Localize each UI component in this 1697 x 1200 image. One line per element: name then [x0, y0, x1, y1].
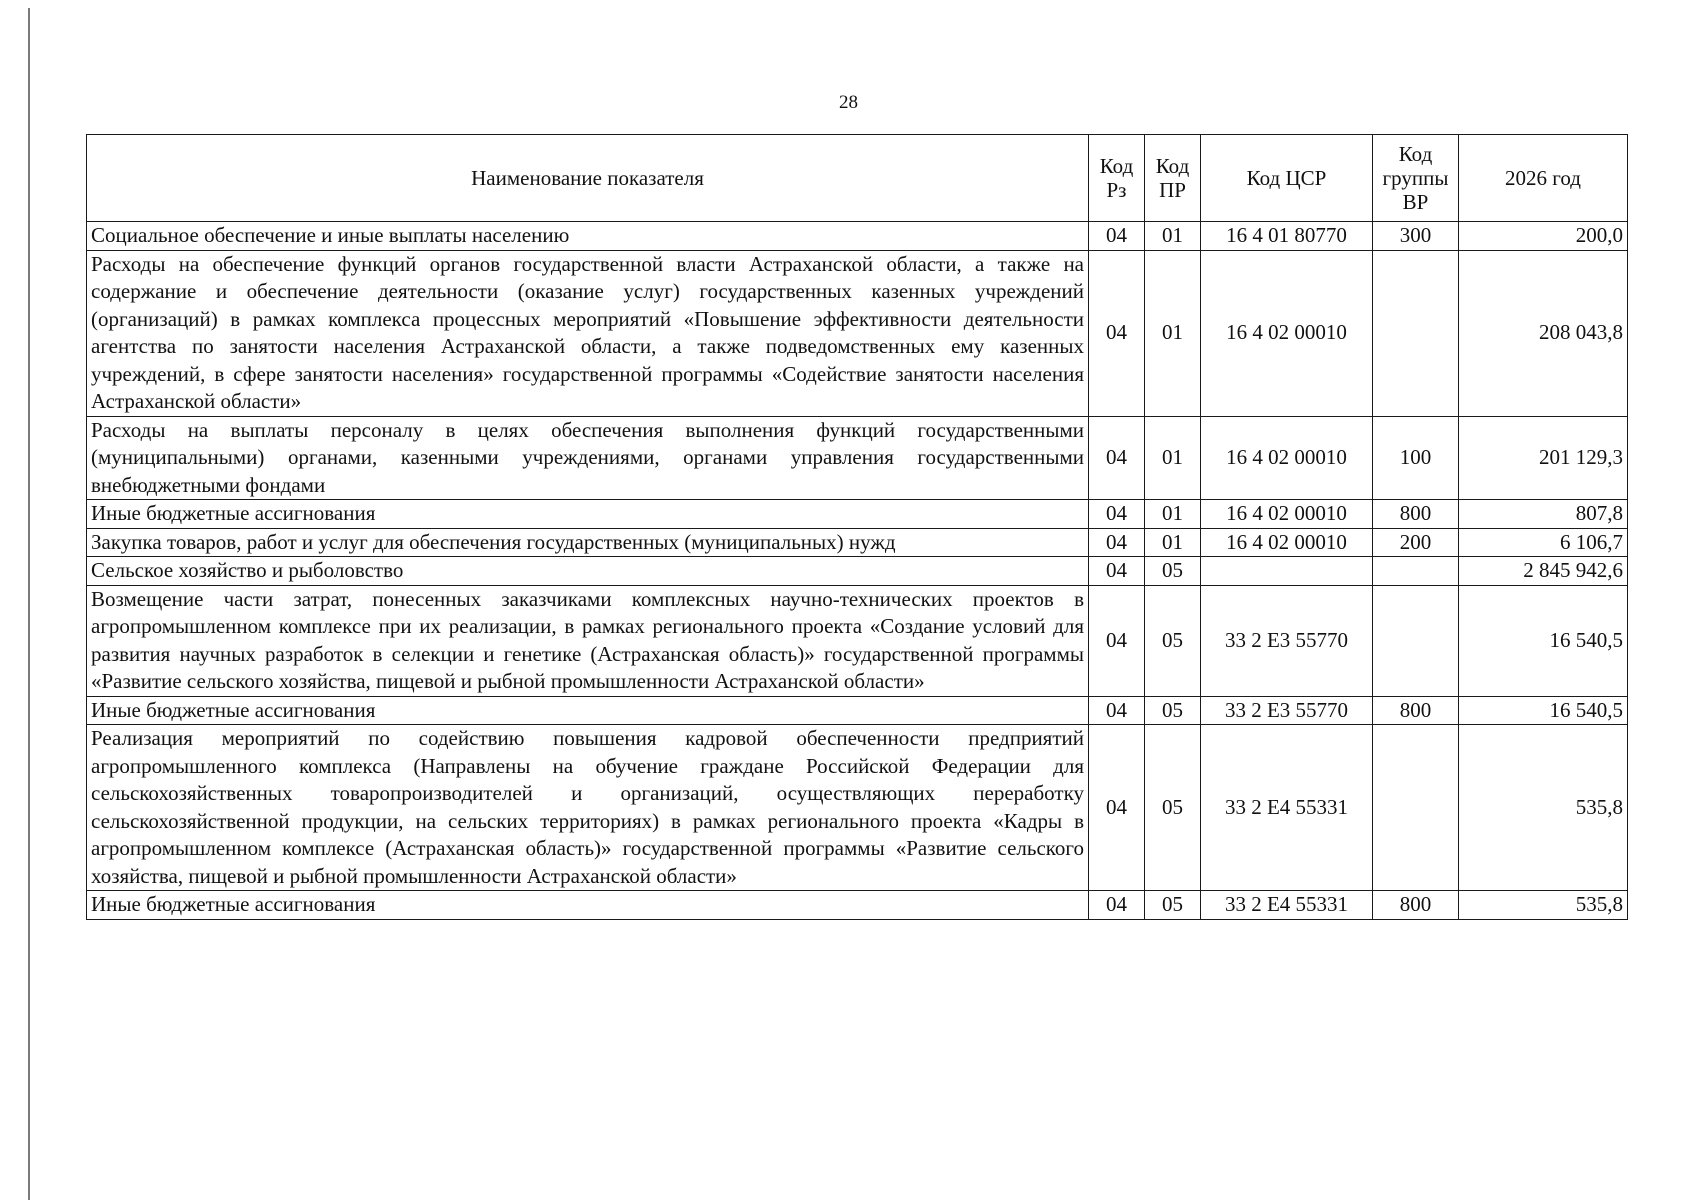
header-pr: Код ПР [1145, 135, 1201, 222]
row-csr: 16 4 02 00010 [1201, 250, 1373, 416]
row-vr: 800 [1373, 696, 1459, 725]
row-csr: 33 2 Е3 55770 [1201, 696, 1373, 725]
table-row [87, 416, 1628, 500]
row-rz: 04 [1089, 250, 1145, 416]
row-pr: 05 [1145, 891, 1201, 920]
row-rz: 04 [1089, 416, 1145, 500]
row-amount: 16 540,5 [1459, 696, 1628, 725]
row-name: Закупка товаров, работ и услуг для обеспечения государственных (муниципальных) нужд [87, 528, 1089, 557]
table-row [87, 891, 1628, 920]
row-amount: 6 106,7 [1459, 528, 1628, 557]
page-number-text: 28 [839, 92, 858, 113]
row-amount: 200,0 [1459, 222, 1628, 251]
row-csr: 16 4 02 00010 [1201, 416, 1373, 500]
row-vr: 800 [1373, 500, 1459, 529]
row-name: Сельское хозяйство и рыболовство [87, 557, 1089, 586]
row-rz: 04 [1089, 500, 1145, 529]
row-rz: 04 [1089, 528, 1145, 557]
header-rz: Код Рз [1089, 135, 1145, 222]
row-pr: 05 [1145, 725, 1201, 891]
row-amount: 807,8 [1459, 500, 1628, 529]
row-csr: 16 4 02 00010 [1201, 528, 1373, 557]
table-row [87, 222, 1628, 251]
table-row [87, 696, 1628, 725]
table-row [87, 250, 1628, 416]
row-vr: 800 [1373, 891, 1459, 920]
row-amount: 535,8 [1459, 725, 1628, 891]
row-vr: 200 [1373, 528, 1459, 557]
table-row [87, 585, 1628, 696]
row-pr: 01 [1145, 500, 1201, 529]
row-vr [1373, 250, 1459, 416]
row-name: Социальное обеспечение и иные выплаты населению [87, 222, 1089, 251]
header-name: Наименование показателя [87, 135, 1089, 222]
row-csr: 33 2 Е4 55331 [1201, 891, 1373, 920]
row-amount: 201 129,3 [1459, 416, 1628, 500]
page-edge-line [28, 8, 30, 1200]
row-csr: 33 2 Е3 55770 [1201, 585, 1373, 696]
row-name: Иные бюджетные ассигнования [87, 500, 1089, 529]
row-pr: 01 [1145, 416, 1201, 500]
header-vr: Код группы ВР [1373, 135, 1459, 222]
row-rz: 04 [1089, 585, 1145, 696]
row-vr: 100 [1373, 416, 1459, 500]
row-pr: 05 [1145, 557, 1201, 586]
table-header-row [87, 135, 1628, 222]
row-pr: 05 [1145, 696, 1201, 725]
row-vr: 300 [1373, 222, 1459, 251]
row-vr [1373, 585, 1459, 696]
row-csr: 16 4 01 80770 [1201, 222, 1373, 251]
table-row [87, 528, 1628, 557]
table-row [87, 557, 1628, 586]
row-csr: 33 2 Е4 55331 [1201, 725, 1373, 891]
row-vr [1373, 725, 1459, 891]
row-rz: 04 [1089, 725, 1145, 891]
row-amount: 2 845 942,6 [1459, 557, 1628, 586]
row-vr [1373, 557, 1459, 586]
row-name: Иные бюджетные ассигнования [87, 696, 1089, 725]
row-name: Возмещение части затрат, понесенных заказчиками комплексных научно-технических проектов в агропромышленном комплексе при их реализации, в рамках регионального проекта «Создание условий для развития научных разработок в селекции и генетике (Астраханская область)» государственной программы «Развитие сельского хозяйства, пищевой и рыбной промышленности Астраханской области» [87, 585, 1089, 696]
row-amount: 535,8 [1459, 891, 1628, 920]
table-row [87, 725, 1628, 891]
page-number [0, 92, 1697, 114]
row-name: Реализация мероприятий по содействию повышения кадровой обеспеченности предприятий агропромышленного комплекса (Направлены на обучение граждане Российской Федерации для сельскохозяйственных товаропроизводителей и организаций, осуществляющих переработку сельскохозяйственной продукции, на сельских территориях) в рамках регионального проекта «Кадры в агропромышленном комплексе (Астраханская область)» государственной программы «Развитие сельского хозяйства, пищевой и рыбной промышленности Астраханской области» [87, 725, 1089, 891]
row-pr: 01 [1145, 222, 1201, 251]
row-rz: 04 [1089, 696, 1145, 725]
row-rz: 04 [1089, 557, 1145, 586]
row-pr: 05 [1145, 585, 1201, 696]
row-pr: 01 [1145, 528, 1201, 557]
row-name: Расходы на выплаты персоналу в целях обеспечения выполнения функций государственными (муниципальными) органами, казенными учреждениями, органами управления государственными внебюджетными фондами [87, 416, 1089, 500]
header-csr: Код ЦСР [1201, 135, 1373, 222]
table-row [87, 500, 1628, 529]
row-csr [1201, 557, 1373, 586]
row-rz: 04 [1089, 222, 1145, 251]
row-rz: 04 [1089, 891, 1145, 920]
row-amount: 208 043,8 [1459, 250, 1628, 416]
budget-table [86, 134, 1628, 920]
header-year: 2026 год [1459, 135, 1628, 222]
row-name: Расходы на обеспечение функций органов государственной власти Астраханской области, а также на содержание и обеспечение деятельности (оказание услуг) государственных казенных учреждений (организаций) в рамках комплекса процессных мероприятий «Повышение эффективности деятельности агентства по занятости населения Астраханской области, а также подведомственных ему казенных учреждений, в сфере занятости населения» государственной программы «Содействие занятости населения Астраханской области» [87, 250, 1089, 416]
row-amount: 16 540,5 [1459, 585, 1628, 696]
row-name: Иные бюджетные ассигнования [87, 891, 1089, 920]
row-pr: 01 [1145, 250, 1201, 416]
row-csr: 16 4 02 00010 [1201, 500, 1373, 529]
